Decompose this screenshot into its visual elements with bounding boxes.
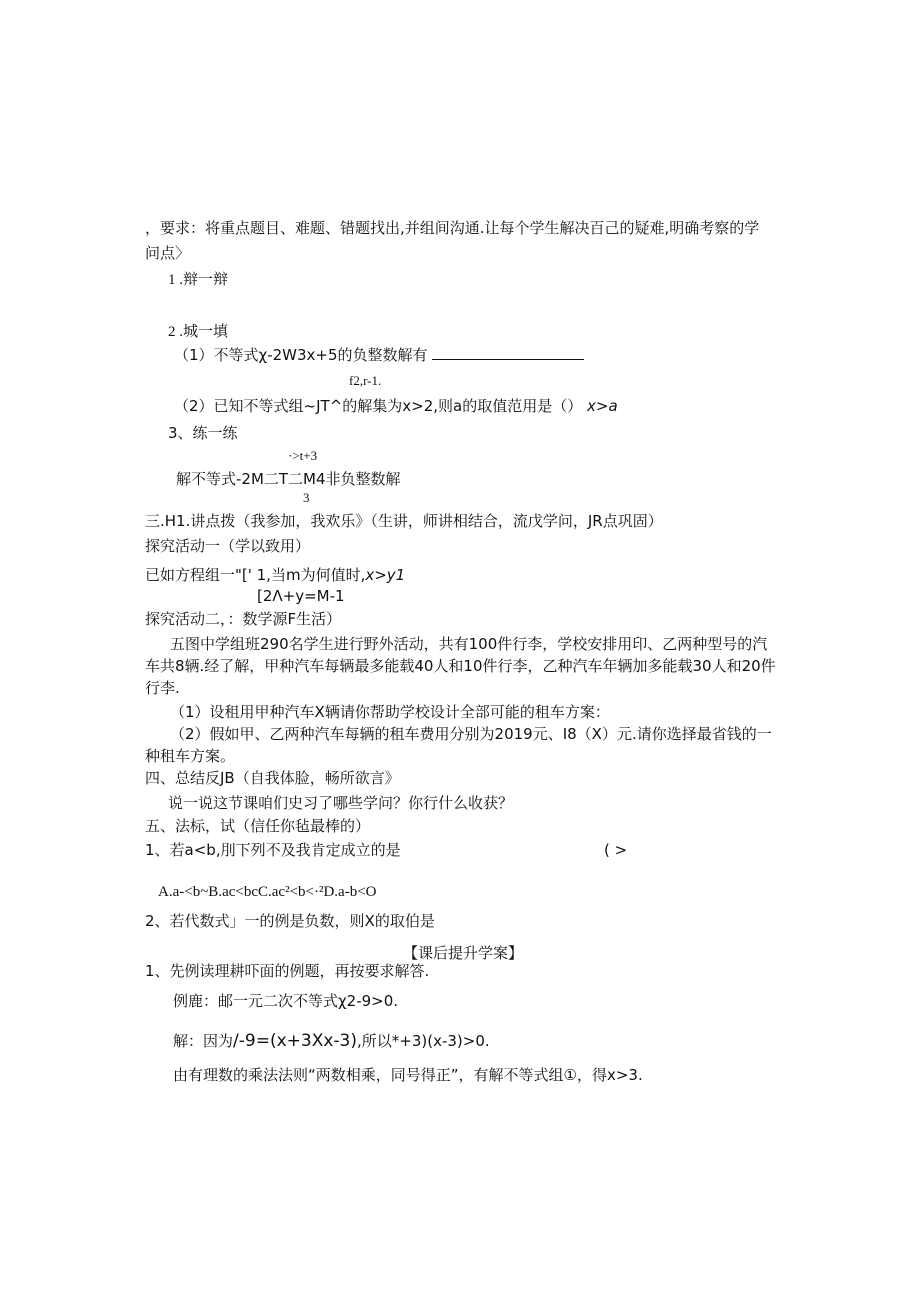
problem-line-3: 行李. xyxy=(145,679,180,697)
equation-line-1 xyxy=(145,565,405,585)
activity-2-title: 探究活动二，：数学源F生活） xyxy=(145,610,342,628)
problem-question-1: （1）设租用甲种汽车X辆请你帮助学校设计全部可能的租车方案： xyxy=(170,703,610,721)
question-text: （1）不等式χ-2W3x+5的负整数解有 xyxy=(174,346,428,364)
intro-line-1: ，要求：将重点题目、难题、错题找出,并组间沟通.让每个学生解决百己的疑难,明确考察的学 xyxy=(145,219,760,237)
after-class-question-1: 1、先例读理耕吓面的例题，再按要求解答. xyxy=(145,962,430,980)
section-four-title: 四、总结反JB（自我体脸，畅所欲言》 xyxy=(145,769,400,787)
solution-line xyxy=(173,1031,490,1051)
equation-line-2: [2Λ+y=M-1 xyxy=(257,587,345,605)
fraction-denominator: 3 xyxy=(303,490,310,505)
section-1-title: 1 .辩一辩 xyxy=(168,272,229,288)
fraction-numerator: ·>t+3 xyxy=(288,448,318,463)
choice-options: A.a-<b~B.ac<bcC.ac²<b<·²D.a-b<O xyxy=(158,884,377,900)
answer-text: x>a xyxy=(587,397,618,415)
section-2-question-2 xyxy=(174,396,618,416)
solution-conclusion: ,所以*+3)(x-3)>0. xyxy=(356,1032,490,1050)
answer-blank xyxy=(432,345,584,360)
question-text: （2）已知不等式组~JT^的解集为x>2,则a的取值范用是（） xyxy=(174,397,583,415)
test-question-1: 1、若a<b,刖下列不及我肯定成立的是 xyxy=(145,841,401,859)
example-line: 例鹿：邮一元二次不等式χ2-9>0. xyxy=(173,992,399,1010)
problem-question-2b: 种租车方案。 xyxy=(145,747,236,765)
section-3-inequality: 解不等式-2M二T二M4非负整数解 xyxy=(176,470,401,488)
problem-line-1: 五图中学组班290名学生进行野外活动，共有100件行李，学校安排用印、乙两种型号的汽 xyxy=(170,635,768,653)
problem-question-2a: （2）假如甲、乙两种汽车每辆的租车费用分别为2019元、I8（X）元.请你选择最省钱的一 xyxy=(170,725,772,743)
rule-line: 由有理数的乘法法则“两数相乘，同号得正”，有解不等式组①，得x>3. xyxy=(173,1066,643,1084)
equation-text: 已如方程组一"[' 1,当m为何值时, xyxy=(145,566,366,584)
after-class-heading: 【课后提升学案】 xyxy=(403,944,524,962)
section-2-note: f2,r-1. xyxy=(349,373,382,388)
activity-1-title: 探究活动一（学以致用） xyxy=(145,537,311,555)
answer-parenthesis: ( > xyxy=(604,841,628,859)
intro-line-2: 问点〉 xyxy=(145,244,191,262)
equation-condition: x>y1 xyxy=(365,566,406,584)
section-three-title: 三.H1.讲点拨（我参加，我欢乐》（生讲，师讲相结合，流戊学问，JR点巩固） xyxy=(145,512,663,530)
section-3-title: 3、练一练 xyxy=(168,424,238,442)
solution-label: 解：因为 xyxy=(173,1032,234,1050)
problem-line-2: 车共8辆.经了解，甲种汽车每辆最多能载40人和10件行李，乙种汽车年辆加多能载30人和20件 xyxy=(145,657,776,675)
section-2-question-1 xyxy=(174,345,584,365)
test-question-2: 2、若代数式」一的例是负数，则X的取伯是 xyxy=(145,912,435,930)
section-five-title: 五、法标，试（信任你毡最棒的） xyxy=(145,817,371,835)
solution-equation: /-9=(x+3Xx-3) xyxy=(233,1031,357,1051)
section-four-text: 说一说这节课咱们史习了哪些学问？你行什么收获？ xyxy=(168,794,514,812)
section-2-title: 2 .城一填 xyxy=(168,324,229,340)
